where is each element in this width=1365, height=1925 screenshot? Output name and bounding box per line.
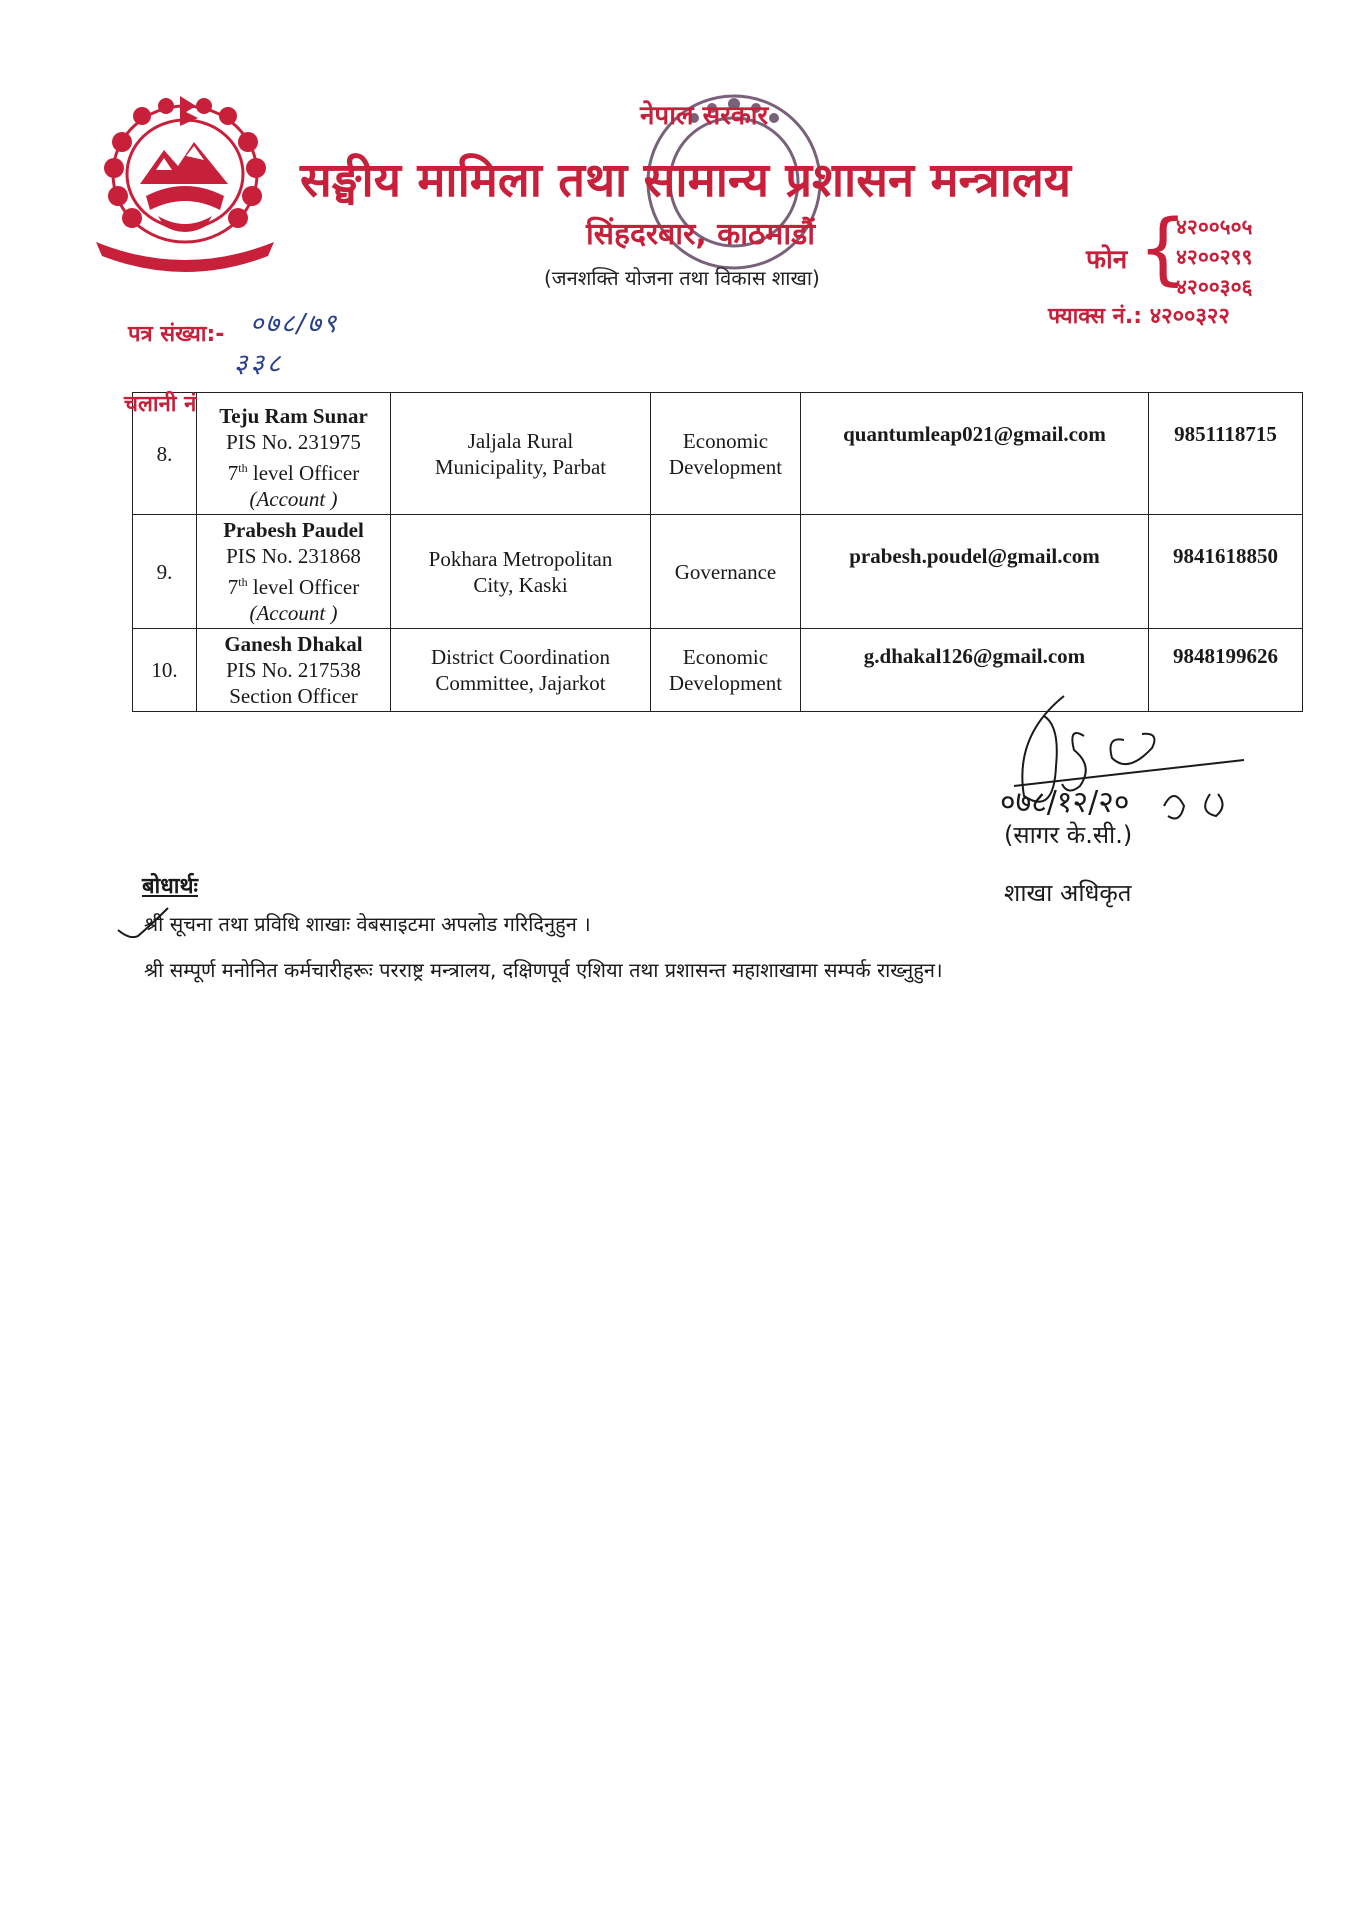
- letter-number-label: पत्र संख्या:-: [128, 322, 225, 347]
- officer-name: Prabesh Paudel: [223, 518, 364, 542]
- pis-number: PIS No. 231868: [226, 544, 361, 568]
- area-line: Development: [668, 454, 783, 479]
- office-line: City, Kaski: [473, 572, 568, 597]
- fax-number: फ्याक्स नं.: ४२००३२२: [1048, 304, 1230, 329]
- table-row: [133, 515, 1303, 629]
- serial-number: 9.: [133, 515, 197, 629]
- officer-position: Section Officer: [229, 684, 358, 708]
- level-number: 7: [227, 461, 239, 485]
- dispatch-number-label: चलानी नं: [124, 392, 197, 417]
- office-name: [391, 515, 651, 629]
- cc-item: श्री सम्पूर्ण मनोनित कर्मचारीहरूः परराष्ट्र मन्त्रालय, दक्षिणपूर्व एशिया तथा प्रशासन्त महाशाखामा सम्पर्क राख्नुहुन।: [144, 958, 943, 982]
- level-suffix: th: [238, 575, 248, 589]
- mobile-number: 9848199626: [1149, 629, 1303, 712]
- branch-name: (जनशक्ति योजना तथा विकास शाखा): [544, 266, 820, 290]
- serial-number: 8.: [133, 393, 197, 515]
- signer-title: शाखा अधिकृत: [1004, 879, 1132, 907]
- letter-number: ०७८/७९: [250, 309, 339, 339]
- signature-date: ०७८/१२/२०: [1000, 785, 1130, 820]
- officer-position: [201, 455, 386, 486]
- officer-details: [197, 515, 391, 629]
- area-line: Development: [668, 671, 783, 695]
- office-line: Jaljala Rural: [467, 428, 574, 453]
- mobile-number: 9851118715: [1149, 393, 1303, 515]
- email-address: prabesh.poudel@gmail.com: [801, 515, 1149, 629]
- dispatch-number: ३३८: [234, 349, 284, 379]
- ministry-address: सिंहदरबार, काठमाडौं: [586, 217, 815, 252]
- phone-number: ४२००२९९: [1176, 245, 1253, 269]
- thematic-area: [651, 393, 801, 515]
- cc-item: श्री सूचना तथा प्रविधि शाखाः वेबसाइटमा अपलोड गरिदिनुहुन ।: [144, 912, 591, 936]
- office-line: Pokhara Metropolitan: [428, 546, 613, 571]
- serial-number: 10.: [133, 629, 197, 712]
- office-line: District Coordination: [430, 645, 611, 669]
- cc-label: बोधार्थः: [142, 874, 198, 899]
- level-suffix: th: [238, 461, 248, 475]
- ministry-title: सङ्घीय मामिला तथा सामान्य प्रशासन मन्त्रालय: [300, 153, 1072, 208]
- officer-name: Teju Ram Sunar: [219, 404, 368, 428]
- phone-number: ४२००५०५: [1176, 215, 1253, 239]
- phone-number: ४२००३०६: [1176, 275, 1253, 299]
- phone-brace-icon: {: [1138, 204, 1188, 294]
- thematic-area: [651, 629, 801, 712]
- level-text: level Officer: [252, 461, 360, 485]
- thematic-area: [651, 515, 801, 629]
- level-text: level Officer: [252, 575, 360, 599]
- office-name: [391, 393, 651, 515]
- phone-numbers: [1176, 212, 1252, 302]
- officer-note: (Account ): [249, 487, 338, 511]
- area-line: Governance: [674, 559, 777, 584]
- level-number: 7: [227, 575, 239, 599]
- mobile-number: 9841618850: [1149, 515, 1303, 629]
- office-line: Committee, Jajarkot: [435, 671, 606, 695]
- officer-details: [197, 393, 391, 515]
- email-address: quantumleap021@gmail.com: [801, 393, 1149, 515]
- phone-label: फोन: [1086, 245, 1128, 275]
- area-line: Economic: [682, 428, 769, 453]
- table-row: [133, 393, 1303, 515]
- office-line: Municipality, Parbat: [434, 454, 607, 479]
- pis-number: PIS No. 217538: [226, 658, 361, 682]
- area-line: Economic: [682, 645, 769, 669]
- office-name: [391, 629, 651, 712]
- government-label: नेपाल सरकार: [640, 101, 769, 131]
- officers-table: [132, 392, 1303, 712]
- officer-position: [201, 569, 386, 600]
- officer-details: [197, 629, 391, 712]
- email-address: g.dhakal126@gmail.com: [801, 629, 1149, 712]
- nepal-emblem-logo: [82, 92, 288, 272]
- officer-name: Ganesh Dhakal: [224, 632, 363, 656]
- pis-number: PIS No. 231975: [226, 430, 361, 454]
- officer-note: (Account ): [249, 601, 338, 625]
- signer-name: (सागर के.सी.): [1004, 821, 1133, 849]
